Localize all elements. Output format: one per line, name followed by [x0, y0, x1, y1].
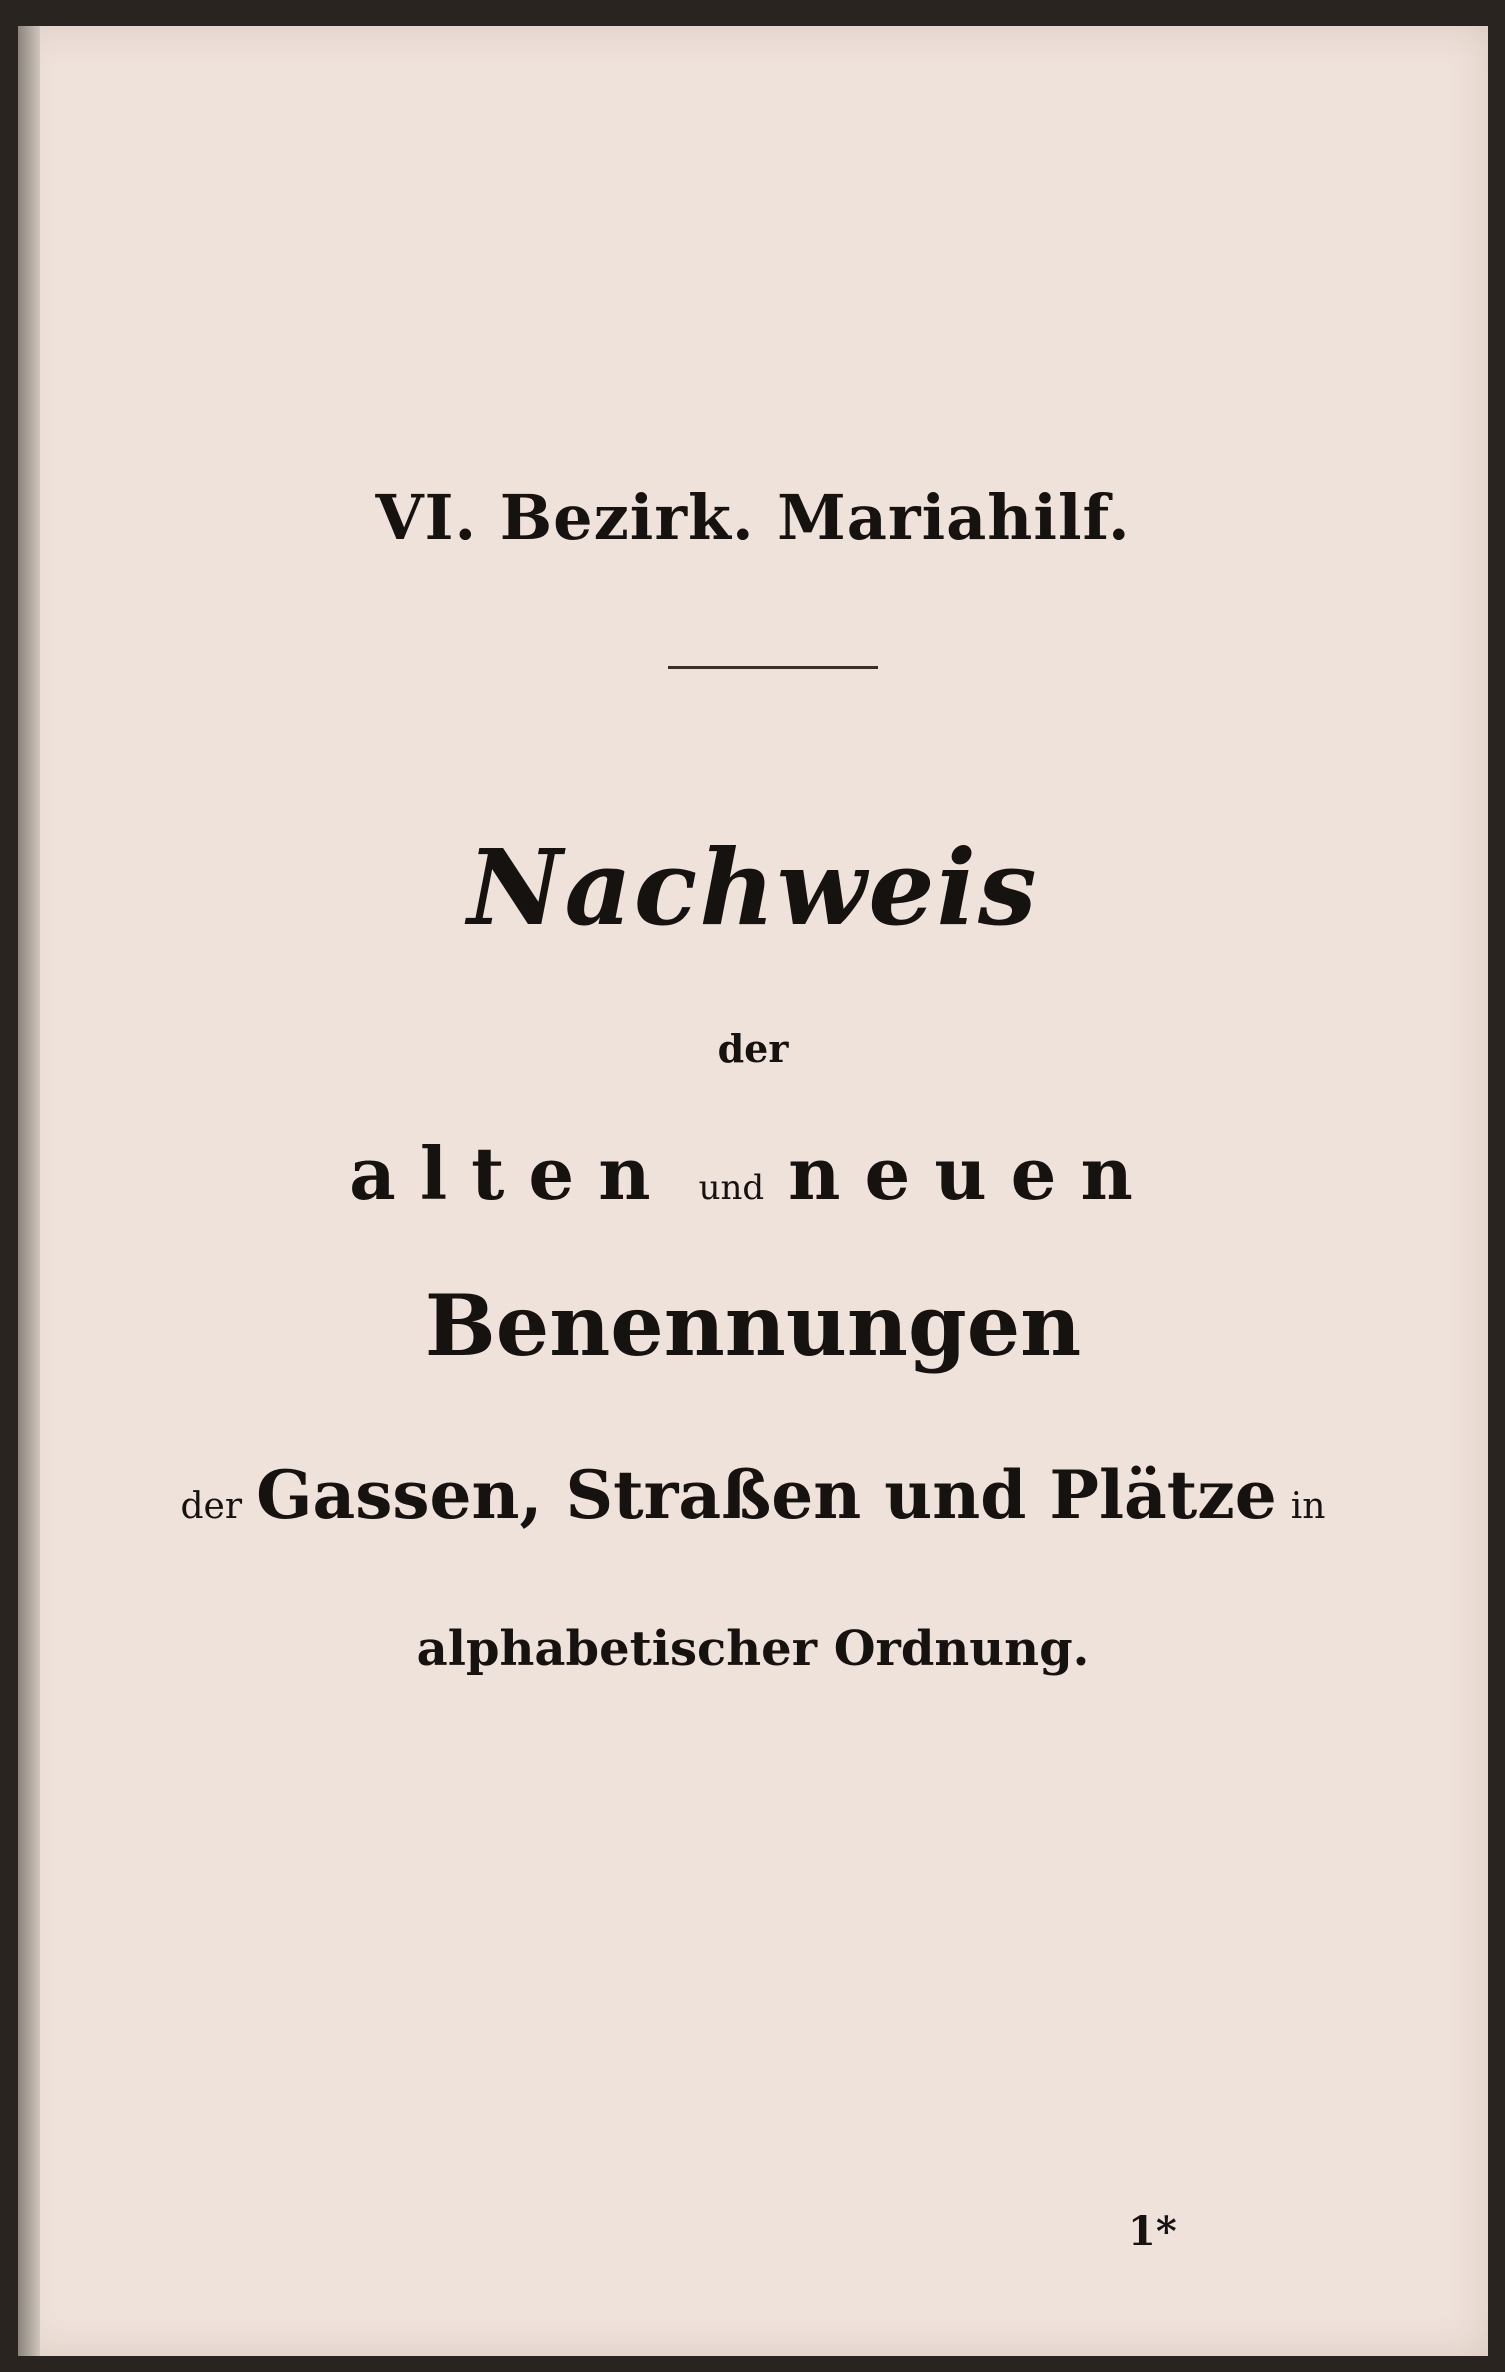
- decorative-rule: [668, 666, 878, 669]
- word-alten: alten: [349, 1131, 675, 1216]
- main-title: Nachweis: [467, 826, 1039, 949]
- alphabetical-order-line: alphabetischer Ordnung.: [416, 1621, 1090, 1677]
- article-der-2: der: [180, 1486, 243, 1527]
- printer-signature: 1*: [1128, 2208, 1177, 2255]
- alten-neuen-line: [18, 1131, 1488, 1216]
- word-neuen: neuen: [788, 1131, 1157, 1216]
- gassen-strassen-plaetze: Gassen, Straßen und Plätze: [256, 1456, 1277, 1534]
- district-heading: VI. Bezirk. Mariahilf.: [375, 481, 1131, 554]
- book-page: [18, 26, 1488, 2356]
- article-der: der: [717, 1026, 789, 1071]
- gassen-line: [18, 1456, 1488, 1534]
- word-in: in: [1290, 1486, 1326, 1527]
- benennungen-title: Benennungen: [424, 1276, 1082, 1375]
- word-und: und: [698, 1168, 765, 1208]
